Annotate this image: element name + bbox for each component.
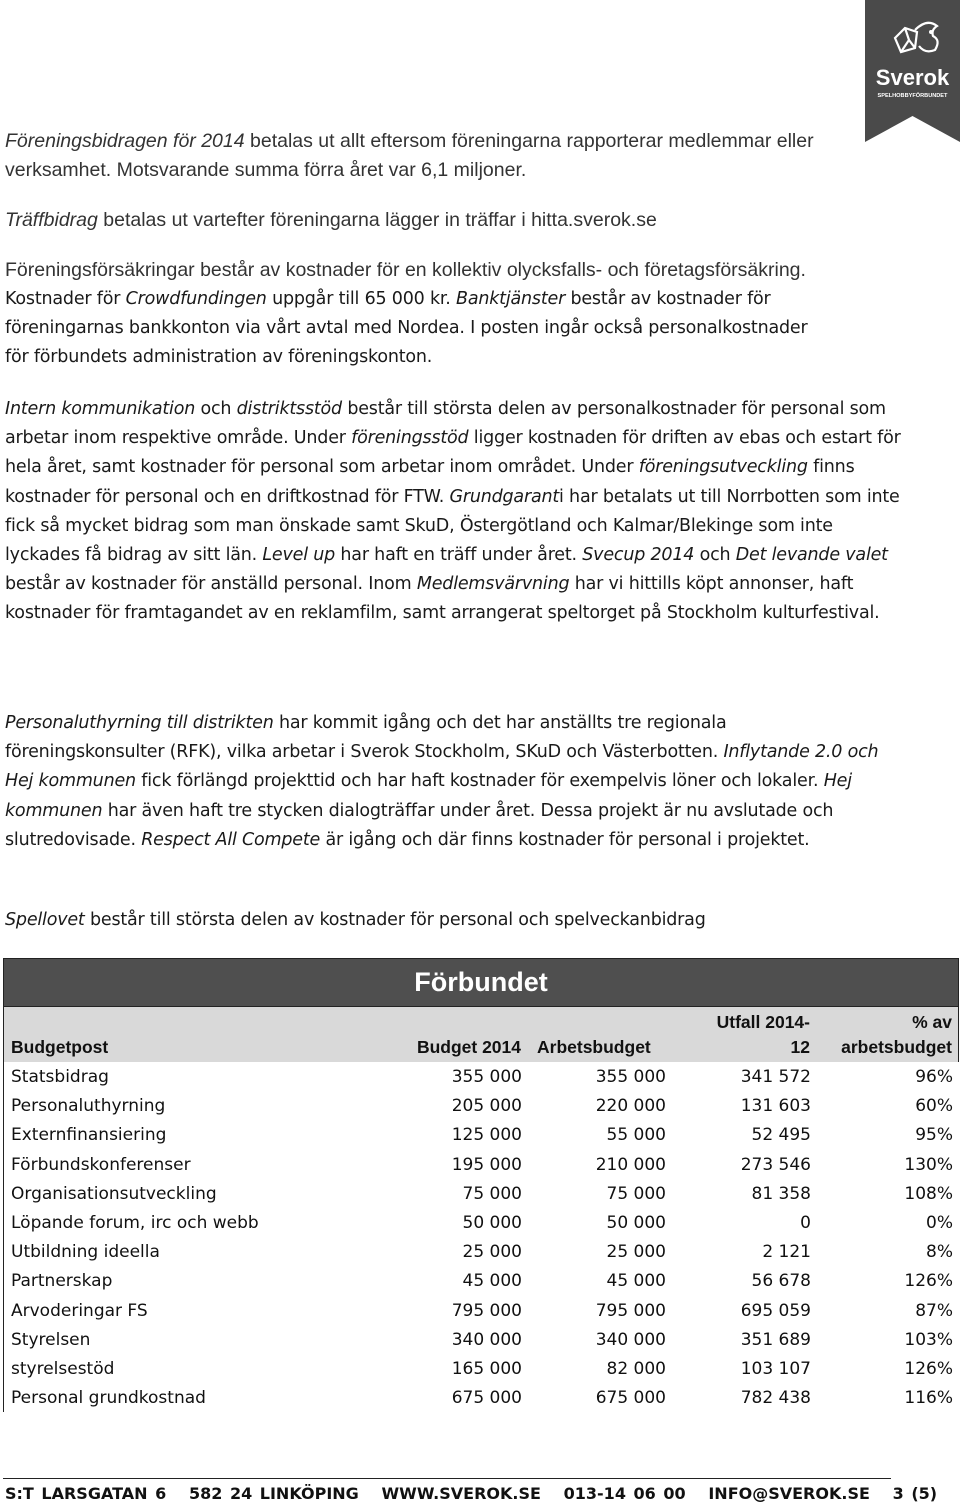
table-row [4,1325,959,1354]
term-banktjanster: Banktjänster [456,288,566,309]
table-row [4,1266,959,1295]
cell-budgetpost: Partnerskap [11,1271,113,1292]
text: ligger kostnaden för driften av ebas och estart för hela året, samt kostnader för personal som arbetar inom området. Under [5,428,901,478]
footer-address: S:T LARSGATAN 6 [5,1484,167,1503]
table-row [4,1354,959,1383]
cell-percent: 95% [915,1125,953,1146]
paragraph-personaluthyrning [5,709,885,855]
svg-text:Sverok: Sverok [875,65,950,90]
term: Medlemsvärvning [416,574,570,595]
text: har vi hittills köpt annonser, haft kostnader för framtagandet av en reklamfilm, samt arrangerat speltorget på Stockholm kulturfestival. [5,574,880,624]
header-percent-line1: % av [912,1012,952,1032]
table-body [3,1062,959,1412]
term: Spellovet [5,910,85,930]
cell-arbetsbudget: 795 000 [595,1300,666,1321]
text: Kostnader för [5,288,126,309]
cell-percent: 96% [915,1067,953,1087]
text: har haft en träff under året. [335,545,583,566]
text: är igång och där finns kostnader för personal i projektet. [320,829,810,850]
cell-percent: 87% [915,1300,953,1321]
text: i har betalats ut till Norrbotten som inte fick så mycket bidrag som man önskade samt SkuD, Östergötland och Kalmar/Blekinge som inte lyckades få bidrag av sitt län. [5,486,900,566]
cell-percent: 116% [904,1388,953,1409]
paragraph-intern-kommunikation [5,395,905,629]
header-utfall-line2: 12 [790,1037,810,1057]
table-row [4,1237,959,1266]
cell-budget-2014: 675 000 [451,1388,522,1409]
footer-email[interactable]: INFO@SVEROK.SE [708,1484,870,1503]
table-header [3,1007,959,1062]
header-percent [812,1010,952,1060]
term: Inflytande 2.0 och Hej kommunen [5,742,879,792]
cell-budget-2014: 205 000 [451,1096,522,1117]
cell-budget-2014: 165 000 [451,1358,522,1379]
text: består till största delen av personalkostnader för personal som arbetar inom respektive område. Under [5,399,886,449]
dragon-dice-icon [865,0,960,142]
cell-budget-2014: 340 000 [451,1329,522,1350]
cell-utfall: 103 107 [740,1358,811,1379]
header-arbetsbudget: Arbetsbudget [537,1037,651,1057]
term: Personaluthyrning till distrikten [5,713,274,733]
cell-budget-2014: 75 000 [462,1183,522,1204]
cell-budget-2014: 795 000 [451,1300,522,1321]
header-budgetpost: Budgetpost [11,1037,109,1057]
header-budget-2014: Budget 2014 [416,1037,521,1057]
cell-budgetpost: Externfinansiering [11,1125,167,1146]
cell-budgetpost: Utbildning ideella [11,1242,160,1263]
cell-budgetpost: Förbundskonferenser [11,1154,191,1175]
header-percent-line2: arbetsbudget [841,1037,952,1057]
cell-budgetpost: Statsbidrag [11,1067,109,1087]
table-row [4,1120,959,1149]
table-row [4,1383,959,1412]
table-row [4,1296,959,1325]
paragraph-spellovet [5,906,950,935]
cell-percent: 126% [904,1271,953,1292]
cell-budgetpost: Löpande forum, irc och webb [11,1212,259,1233]
text: finns kostnader för personal och en driftkostnad för FTW. [5,457,855,507]
text: har kommit igång och det har anställts tre regionala föreningskonsulter (RFK), vilka arbetar i Sverok Stockholm, SKuD och Västerbotten. [5,713,727,763]
cell-utfall: 782 438 [740,1388,811,1409]
header-utfall [670,1010,810,1060]
cell-budgetpost: Personaluthyrning [11,1096,166,1117]
cell-budgetpost: Organisationsutveckling [11,1183,217,1204]
text: Föreningsförsäkringar består av kostnader för en kollektiv olycksfalls- och företagsförsäkring. [5,259,806,281]
cell-budget-2014: 125 000 [451,1125,522,1146]
cell-utfall: 52 495 [751,1125,811,1146]
term: Grundgarant [449,486,560,507]
cell-percent: 103% [904,1329,953,1350]
term-traffbidrag: Träffbidrag [5,209,98,231]
term: Hej kommunen [5,771,852,821]
table-row [4,1179,959,1208]
text: består till största delen av kostnader för personal och spelveckanbidrag [84,910,706,930]
footer-postal: 582 24 LINKÖPING [188,1484,359,1503]
cell-utfall: 0 [800,1212,811,1233]
text: uppgår till 65 000 kr. [266,288,457,309]
page-footer [3,1478,938,1511]
text: betalas ut vartefter föreningarna lägger in träffar i hitta.sverok.se [97,209,657,231]
text: fick förlängd projekttid och har haft kostnader för exempelvis löner och lokaler. [135,771,824,792]
header-utfall-line1: Utfall 2014- [716,1012,810,1032]
paragraph-forsakringar [5,256,825,372]
paragraph-foreningsbidrag [5,127,865,184]
cell-utfall: 2 121 [762,1242,811,1263]
cell-budgetpost: Arvoderingar FS [11,1300,148,1321]
table-row [4,1150,959,1179]
text: består av kostnader för föreningarnas bankkonton via vårt avtal med Nordea. I posten ingår också personalkostnader för förbundets administration av föreningskonton. [5,288,808,367]
table-title: Förbundet [3,958,959,1007]
cell-budget-2014: 195 000 [451,1154,522,1175]
term: Intern kommunikation [5,399,196,419]
term-crowdfunding: Crowdfundingen [125,288,267,309]
term: Respect All Compete [141,829,321,850]
cell-budget-2014: 355 000 [451,1067,522,1087]
cell-arbetsbudget: 675 000 [595,1388,666,1409]
term: Svecup 2014 [582,545,695,566]
term: Level up [262,545,336,566]
cell-budget-2014: 45 000 [462,1271,522,1292]
paragraph-traffbidrag [5,206,950,235]
cell-budget-2014: 50 000 [462,1212,522,1233]
cell-arbetsbudget: 25 000 [606,1242,666,1263]
text: och [195,399,237,419]
footer-web[interactable]: WWW.SVEROK.SE [381,1484,541,1503]
cell-percent: 126% [904,1358,953,1379]
table-row [4,1062,959,1091]
cell-arbetsbudget: 50 000 [606,1212,666,1233]
cell-arbetsbudget: 340 000 [595,1329,666,1350]
term: Det levande valet [735,545,888,566]
cell-percent: 8% [926,1242,953,1263]
cell-utfall: 351 689 [740,1329,811,1350]
footer-page-number: 3 (5) [892,1484,938,1503]
cell-budgetpost: Personal grundkostnad [11,1388,206,1409]
cell-arbetsbudget: 75 000 [606,1183,666,1204]
budget-table [3,958,959,1412]
cell-utfall: 273 546 [740,1154,811,1175]
cell-arbetsbudget: 355 000 [595,1067,666,1087]
cell-arbetsbudget: 220 000 [595,1096,666,1117]
term: distriktsstöd [236,399,342,419]
term: föreningsstöd [351,428,469,449]
footer-line [5,1484,937,1503]
cell-arbetsbudget: 210 000 [595,1154,666,1175]
table-row [4,1091,959,1120]
text: betalas ut allt eftersom föreningarna rapporterar medlemmar eller verksamhet. Motsvarande summa förra året var 6,1 miljoner. [5,130,814,181]
cell-percent: 108% [904,1183,953,1204]
cell-utfall: 695 059 [740,1300,811,1321]
cell-utfall: 131 603 [740,1096,811,1117]
cell-percent: 60% [915,1096,953,1117]
cell-percent: 0% [926,1212,953,1233]
cell-percent: 130% [904,1154,953,1175]
cell-arbetsbudget: 82 000 [606,1358,666,1379]
sverok-logo [865,0,960,142]
cell-budgetpost: Styrelsen [11,1329,91,1350]
cell-arbetsbudget: 55 000 [606,1125,666,1146]
text: består av kostnader för anställd personal. Inom [5,574,417,595]
table-row [4,1208,959,1237]
cell-utfall: 56 678 [751,1271,811,1292]
cell-budget-2014: 25 000 [462,1242,522,1263]
cell-utfall: 81 358 [751,1183,811,1204]
text: har även haft tre stycken dialogträffar under året. Dessa projekt är nu avslutade och slutredovisade. [5,800,834,850]
term: föreningsutveckling [638,457,808,478]
svg-text:SPELHOBBYFÖRBUNDET: SPELHOBBYFÖRBUNDET [877,93,948,99]
term-foreningsbidrag: Föreningsbidragen för 2014 [5,130,245,152]
cell-budgetpost: styrelsestöd [11,1358,115,1379]
cell-arbetsbudget: 45 000 [606,1271,666,1292]
footer-phone: 013-14 06 00 [563,1484,686,1503]
cell-utfall: 341 572 [740,1067,811,1087]
text: och [694,545,736,566]
